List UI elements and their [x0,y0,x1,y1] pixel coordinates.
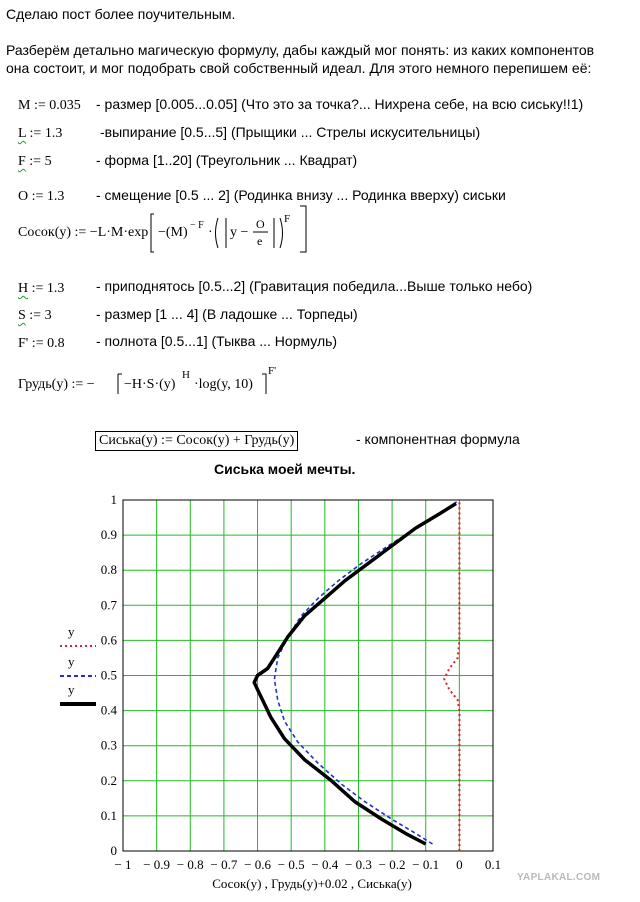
svg-text:−(M): −(M) [158,225,188,240]
x-tick-label: − 0.7 [210,857,238,872]
formula-grud [18,360,298,400]
intro-line-1: Сделаю пост более поучительным. [6,6,236,22]
x-tick-label: − 1 [114,857,132,872]
y-tick-label: 0.4 [100,702,117,718]
x-tick-label: 0.1 [484,857,502,872]
intro-line-2: Разберём детально магическую формулу, дабы каждый мог понять: из каких компонентов [6,42,595,58]
y-tick-label: 1 [110,492,117,507]
legend-label: y [68,682,75,697]
svg-text:y −: y − [230,225,249,240]
svg-text:−H·S·(y): −H·S·(y) [124,377,176,392]
param-s-var: S [18,308,26,323]
x-tick-label: − 0.8 [176,857,204,872]
x-tick-label: − 0.1 [412,857,440,872]
param-h-assign: H := 1.3 [18,281,65,296]
formula-siska: Сиська(y) := Сосок(y) + Грудь(y) [95,431,298,451]
x-tick-label: − 0.5 [277,857,305,872]
y-tick-label: 0.8 [100,562,117,578]
param-fp-assign: F' := 0.8 [18,336,65,351]
svg-text:·log(y, 10): ·log(y, 10) [194,377,253,392]
param-m-desc: - размер [0.005...0.05] (Что это за точка?... Нихрена себе, на всю сиську!!1) [96,96,584,112]
x-axis-label: Сосок(y) , Грудь(y)+0.02 , Сиська(y) [212,876,412,891]
watermark: YAPLAKAL.COM [517,872,601,883]
formula-sosok-svg [18,200,318,260]
y-tick-label: 0.6 [100,632,117,648]
svg-text:e: e [257,234,263,248]
param-f-assign: F := 5 [18,154,52,169]
x-tick-label: 0 [456,857,463,872]
param-f-var: F [18,154,26,169]
svg-text:F': F' [268,365,277,377]
param-h-desc: - приподнятось [0.5...2] (Гравитация победила...Выше только небо) [96,278,533,294]
svg-text:Грудь(y) := −: Грудь(y) := − [18,377,95,392]
svg-text:F: F [284,213,291,225]
legend-label: y [68,654,75,669]
series-line-2 [274,500,459,844]
legend-label: y [68,624,75,639]
param-s-assign: S := 3 [18,308,52,323]
formula-sosok-lhs: Сосок(y) := −L·M·exp [18,225,149,240]
x-tick-label: − 0.4 [311,857,339,872]
param-s-desc: - размер [1 ... 4] (В ладошке ... Торпеды) [96,306,358,322]
x-tick-label: − 0.3 [345,857,372,872]
param-l-assign: L := 1.3 [18,126,63,141]
y-tick-label: 0.9 [100,527,117,543]
svg-text:H: H [182,369,190,381]
chart [0,480,640,902]
param-o-desc: - смещение [0.5 ... 2] (Родинка внизу ... Родинка вверху) сиськи [96,187,506,203]
formula-sosok [18,200,318,260]
y-tick-label: 0.3 [100,737,117,753]
svg-text:·: · [208,225,213,240]
param-f-desc: - форма [1..20] (Треугольник ... Квадрат) [96,152,358,168]
chart-legend [60,624,96,704]
param-fp-desc: - полнота [0.5...1] (Тыква ... Нормуль) [96,333,338,349]
param-o-assign: O := 1.3 [18,189,65,204]
y-tick-label: 0.2 [100,772,117,788]
chart-title: Сиська моей мечты. [214,461,356,477]
y-tick-label: 0.7 [100,597,117,613]
y-tick-label: 0.5 [100,667,117,683]
param-h-var: H [18,281,29,296]
param-l-var: L [18,126,27,141]
formula-siska-note: - компонентная формула [356,431,520,447]
y-tick-label: 0.1 [100,807,117,823]
x-tick-label: − 0.9 [143,857,171,872]
chart-axes [101,492,501,872]
x-tick-label: − 0.6 [244,857,271,872]
param-m-assign: M := 0.035 [18,98,81,113]
chart-grid [123,500,493,851]
x-tick-label: − 0.2 [378,857,406,872]
svg-text:− F: − F [190,220,204,231]
svg-text:O: O [256,217,265,231]
param-l-desc: -выпирание [0.5...5] (Прыщики ... Стрелы искусительницы) [100,124,481,140]
y-tick-label: 0 [110,843,117,858]
intro-line-3: она состоит, и мог подобрать свой собственный идеал. Для этого немного перепишем её: [6,60,592,76]
